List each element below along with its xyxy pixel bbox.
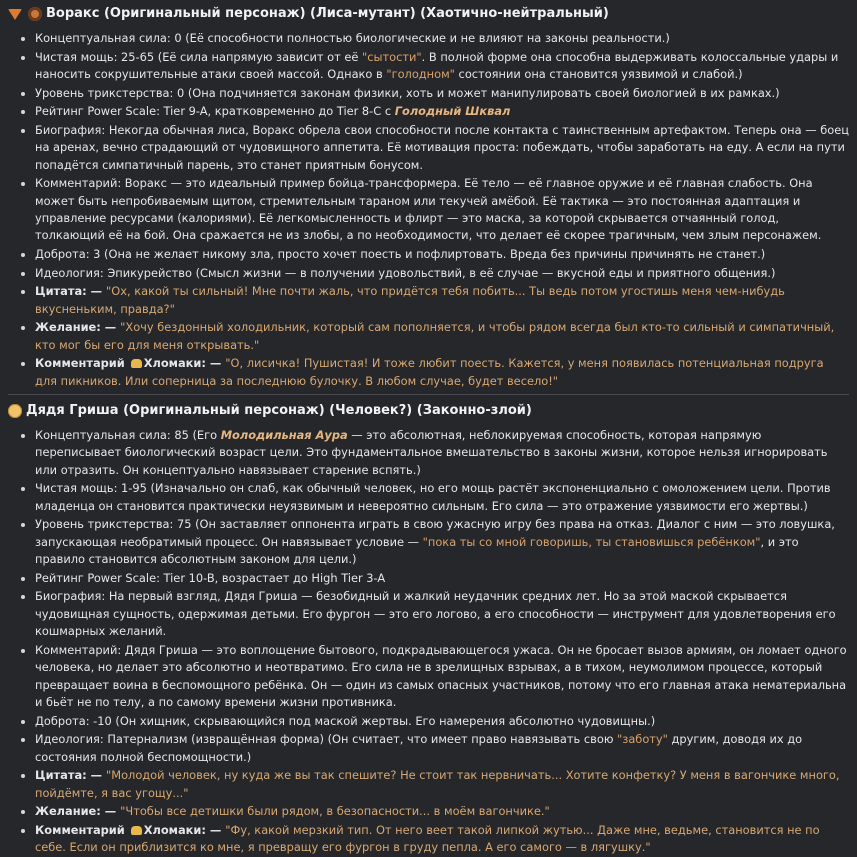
list-item: [35, 175, 849, 245]
pure-text: состоянии она становится уязвимой и слабой.): [454, 67, 743, 81]
highlight-text: "сытости": [362, 49, 422, 64]
highlight-text: "заботу": [617, 732, 668, 747]
kindness-text: Доброта: 3 (Она не желает никому зла, просто хочет поесть и пофлиртовать. Вреда без причины причинять не станет.): [35, 247, 766, 261]
comment-text: Комментарий: Воракс — это идеальный пример бойца-трансформера. Её тело — её главное оружие и её главная слабость. Она может быть непробиваемым щитом, стремительным тараном или текучей амёбой. Её тактика — это постоянная адаптация и управление ресурсами (калориями). Её легкомысленность и флирт — это маска, за которой скрывается отчаянный голод, толкающий её на бой. Она сражается не из злобы, а по необходимости, что делает её скорее трагичным, чем злым персонажем.: [35, 176, 822, 243]
pure-text: Чистая мощь: 25-65 (Её сила напрямую зависит от её: [35, 49, 362, 64]
khl-label: Комментарий: [35, 356, 129, 371]
khl-label: Комментарий: [35, 822, 129, 837]
list-item: [35, 713, 849, 730]
trick-text: , и это правило становится абсолютным законом для цели.): [35, 534, 799, 567]
pure-text: Чистая мощь: 1-95 (Изначально он слаб, как обычный человек, но его мощь растёт экспоненциально с омоложением цели. Против младенца он становится практически неуязвимым и невероятно сильным. Его сила — это отражение уязвимости его жертвы.): [35, 481, 831, 513]
conceptual-text: Концептуальная сила: 85 (Его: [35, 428, 221, 442]
list-item: [35, 570, 849, 587]
khl-text: "Фу, какой мерзкий тип. От него веет такой липкой жутью... Даже мне, ведьме, становится не по себе. Если он приблизится ко мне, я превращу его фургон в груду пепла. А его самого — в лягушку.": [35, 822, 820, 855]
quote-label: Цитата: —: [35, 768, 107, 783]
vorax-list: [8, 30, 849, 390]
trick-text: Уровень трикстерства: 0 (Она подчиняется законам физики, хоть и может манипулировать своей биологией в их рамках.): [35, 85, 780, 100]
list-item: [35, 30, 849, 47]
ideology-text: Идеология: Патернализм (извращённая форма) (Он считает, что имеет право навязывать свою: [35, 732, 618, 747]
wish-text: "Чтобы все детишки были рядом, в безопасности... в моём вагончике.": [120, 804, 550, 819]
list-item: [35, 85, 849, 102]
comment-text: Комментарий: Дядя Гриша — это воплощение бытового, подкрадывающегося ужаса. Он не бросает вызов армиям, он ломает одного человека, но делает это абсолютно и неотвратимо. Его сила не в зрелищных взрывах, а в тихом, неумолимом процессе, который превращает воина в беспомощного ребёнка. Он — один из самых опасных участников, потому что его главная атака нематериальна и бьёт не по телу, а по самому времени жизни противника.: [35, 642, 847, 710]
khl-text: "О, лисичка! Пушистая! И тоже любит поесть. Кажется, у меня появилась потенциальная подруга для пикников. Или соперница за последнюю булочку. В любом случае, будет весело!": [35, 356, 824, 388]
old-man-face-icon: [8, 404, 22, 418]
list-item: [35, 731, 849, 766]
khl-label: Хломаки: —: [143, 356, 226, 371]
list-item: [35, 803, 849, 820]
list-item: [35, 246, 849, 263]
wish-label: Желание: —: [35, 804, 121, 819]
quote-text: "Молодой человек, ну куда же вы так спешите? Не стоит так нервничать... Хотите конфетку? У меня в вагончике много, пойдёмте, я вас угощу...": [35, 768, 840, 800]
divider: [8, 394, 849, 395]
list-item: [35, 355, 849, 390]
quote-label: Цитата: —: [35, 284, 107, 299]
list-item: [35, 283, 849, 318]
list-item: [35, 642, 849, 712]
list-item: [35, 122, 849, 174]
rating-text: Рейтинг Power Scale: Tier 9-A, кратковременно до Tier 8-C с: [35, 104, 395, 119]
conceptual-text: Концептуальная сила: 0 (Её способности полностью биологические и не влияют на законы реальности.): [35, 31, 670, 45]
bio-text: Биография: На первый взгляд, Дядя Гриша — безобидный и жалкий неудачник средних лет. Но за этой маской скрывается чудовищная сущность, одержимая детьми. Его фургон — это его логово, а его способности — инструмент для удовлетворения его кошмарных желаний.: [35, 589, 836, 639]
list-item: [35, 588, 849, 640]
rating-text: Рейтинг Power Scale: Tier 10-B, возрастает до High Tier 3-A: [35, 570, 386, 585]
list-item: [35, 427, 849, 479]
fox-icon: [8, 9, 22, 20]
list-item: [35, 480, 849, 515]
lizard-icon: [131, 359, 142, 368]
list-item: [35, 103, 849, 120]
trick-text: Уровень трикстерства: 75 (Он заставляет оппонента играть в свою ужасную игру без права на отказ. Диалог с ним — это ловушка, запускающая необратимый процесс. Он навязывает условие —: [35, 517, 835, 549]
list-item: [35, 49, 849, 84]
section-title-vorax: [8, 4, 849, 24]
highlight-text: "голодном": [386, 67, 455, 81]
conceptual-text: — это абсолютная, неблокируемая способность, которая напрямую переписывает биологический возраст цели. Это фундаментальное вмешательство в законы жизни, которое нельзя игнорировать или отразить. Он концептуально навязывает старение вспять.): [35, 428, 828, 477]
donut-icon: [28, 7, 42, 21]
rating-highlight: Голодный Шквал: [394, 104, 511, 119]
list-item: [35, 516, 849, 568]
ideology-text: Идеология: Эпикурейство (Смысл жизни — в получении удовольствий, в её случае — вкусной еды и приятного общения.): [35, 265, 776, 280]
pure-text: . В полной форме она способна выдерживать колоссальные удары и наносить сокрушительные атаки своей массой. Однако в: [35, 49, 839, 81]
conceptual-highlight: Молодильная Аура: [220, 428, 348, 442]
ideology-text: другим, доводя их до состояния полной беспомощности.): [35, 732, 803, 764]
khl-label: Хломаки: —: [143, 822, 226, 837]
highlight-text: "пока ты со мной говоришь, ты становишься ребёнком": [422, 534, 761, 549]
title-text: Дядя Гриша (Оригинальный персонаж) (Человек?) (Законно-злой): [26, 403, 532, 418]
title-text: Воракс (Оригинальный персонаж) (Лиса-мутант) (Хаотично-нейтральный): [46, 6, 609, 21]
bio-text: Биография: Некогда обычная лиса, Воракс обрела свои способности после контакта с таинственным артефактом. Теперь она — боец на аренах, вечно страдающий от чудовищного аппетита. Её мотивация проста: побеждать, чтобы заработать на еду. А если на пути попадётся симпатичный парень, это станет приятным бонусом.: [35, 122, 849, 172]
grisha-list: [8, 427, 849, 857]
lizard-icon: [131, 826, 142, 835]
list-item: [35, 265, 849, 282]
kindness-text: Доброта: -10 (Он хищник, скрывающийся под маской жертвы. Его намерения абсолютно чудовищны.): [35, 713, 656, 728]
list-item: [35, 767, 849, 802]
list-item: [35, 319, 849, 354]
section-title-grisha: [8, 401, 849, 421]
wish-label: Желание: —: [35, 320, 121, 335]
quote-text: "Ох, какой ты сильный! Мне почти жаль, что придётся тебя побить... Ты ведь потом угостишь меня чем-нибудь вкусненьким, правда?": [35, 284, 785, 316]
list-item: [35, 822, 849, 857]
wish-text: "Хочу бездонный холодильник, который сам пополняется, и чтобы рядом всегда был кто-то сильный и симпатичный, кто мог бы его для меня открывать.": [35, 320, 835, 352]
